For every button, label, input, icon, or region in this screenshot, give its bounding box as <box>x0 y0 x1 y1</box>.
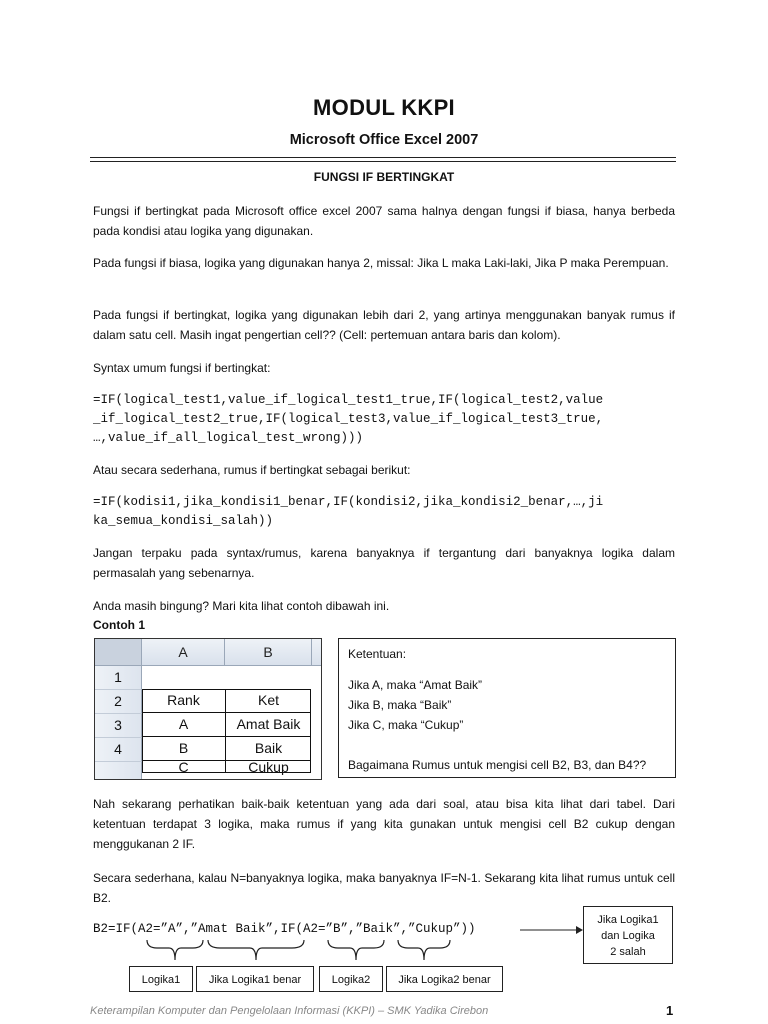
cell-ket-header: Ket <box>257 692 279 708</box>
cell-rank: A <box>178 716 189 732</box>
excel-row-4: 4 <box>95 738 142 762</box>
header-divider-thin <box>90 161 676 162</box>
formula-b2: B2=IF(A2=”A”,”Amat Baik”,IF(A2=”B”,”Baik”,”Cukup”)) <box>93 922 476 936</box>
paragraph-jangan-terpaku: Jangan terpaku pada syntax/rumus, karena banyaknya if tergantung dari banyaknya logika dalam permasalah yang sebenarnya. <box>93 546 675 580</box>
label-logika1: Logika1 <box>129 966 193 992</box>
paragraph-perhatikan: Nah sekarang perhatikan baik-baik ketentuan yang ada dari soal, atau bisa kita lihat dari tabel. Dari ketentuan terdapat 3 logika, maka rumus if yang kita gunakan untuk mengisi cell B2 cukup dengan menggukanan 2 IF. <box>93 797 675 851</box>
label-jika-logika2-benar: Jika Logika2 benar <box>386 966 503 992</box>
cell-ket: Baik <box>254 740 283 756</box>
brace-logika2 <box>326 938 386 966</box>
excel-figure <box>94 638 322 780</box>
label-jika-salah <box>583 906 673 964</box>
excel-corner-cell <box>95 639 142 665</box>
excel-column-a: A <box>142 639 225 665</box>
paragraph-intro: Fungsi if bertingkat pada Microsoft office excel 2007 sama halnya dengan fungsi if biasa, hanya berbeda pada kondisi atau logika yang digunakan. <box>93 204 675 238</box>
paragraph-rumus-n: Secara sederhana, kalau N=banyaknya logika, maka banyaknya IF=N-1. Sekarang kita lihat rumus untuk cell B2. <box>93 871 675 905</box>
excel-row-1: 1 <box>95 666 142 690</box>
cell-rank-header: Rank <box>167 692 200 708</box>
cell-ket: Cukup <box>248 759 289 775</box>
cell-rank: C <box>178 759 189 775</box>
label-logika2: Logika2 <box>319 966 383 992</box>
cell-ket: Amat Baik <box>236 716 301 732</box>
paragraph-if-biasa: Pada fungsi if biasa, logika yang digunakan hanya 2, missal: Jika L maka Laki-laki, Jika P maka Perempuan. <box>93 256 669 270</box>
code-syntax-umum: =IF(logical_test1,value_if_logical_test1_true,IF(logical_test2,value _if_logical_test2_true,IF(logical_test3,value_if_logical_test3_true, …,value_if_all_logical_test_wrong))) <box>93 393 604 445</box>
brace-benar1 <box>206 938 306 966</box>
excel-column-b: B <box>225 639 312 665</box>
brace-benar2 <box>396 938 452 966</box>
excel-row-5 <box>95 762 142 780</box>
arrow-icon <box>520 924 584 936</box>
ketentuan-title: Ketentuan: <box>348 647 407 661</box>
label-jika-logika1-benar: Jika Logika1 benar <box>196 966 314 992</box>
ketentuan-line: Jika A, maka “Amat Baik” <box>348 678 483 692</box>
page-number: 1 <box>666 1003 674 1018</box>
page-subtitle: Microsoft Office Excel 2007 <box>289 132 479 148</box>
footer-text: Keterampilan Komputer dan Pengelolaan Informasi (KKPI) – SMK Yadika Cirebon <box>90 1005 489 1017</box>
brace-logika1 <box>145 938 205 966</box>
page-title: MODUL KKPI <box>313 95 455 120</box>
paragraph-syntax-label: Syntax umum fungsi if bertingkat: <box>93 361 271 375</box>
excel-row-3: 3 <box>95 714 142 738</box>
code-syntax-sederhana: =IF(kodisi1,jika_kondisi1_benar,IF(kondisi2,jika_kondisi2_benar,…,ji ka_semua_kondisi_salah)) <box>93 495 604 528</box>
example-label: Contoh 1 <box>93 618 145 632</box>
paragraph-sederhana: Atau secara sederhana, rumus if bertingkat sebagai berikut: <box>93 463 411 477</box>
ketentuan-line: Jika C, maka “Cukup” <box>348 718 464 732</box>
section-heading: FUNGSI IF BERTINGKAT <box>313 170 455 184</box>
excel-row-2: 2 <box>95 690 142 714</box>
paragraph-bingung: Anda masih bingung? Mari kita lihat contoh dibawah ini. <box>93 599 390 613</box>
ketentuan-line: Jika B, maka “Baik” <box>348 698 452 712</box>
label-jika-salah-line: dan Logika <box>601 930 655 942</box>
label-jika-salah-line: 2 salah <box>610 946 646 958</box>
paragraph-if-bertingkat: Pada fungsi if bertingkat, logika yang digunakan lebih dari 2, yang artinya menggunakan banyak rumus if dalam satu cell. Masih ingat pengertian cell?? (Cell: pertemuan antara baris dan kolom). <box>93 308 675 342</box>
ketentuan-question: Bagaimana Rumus untuk mengisi cell B2, B3, dan B4?? <box>348 758 647 772</box>
cell-rank: B <box>178 740 189 756</box>
header-divider <box>90 157 676 158</box>
ketentuan-box <box>338 638 676 778</box>
label-jika-salah-line: Jika Logika1 <box>597 914 659 926</box>
